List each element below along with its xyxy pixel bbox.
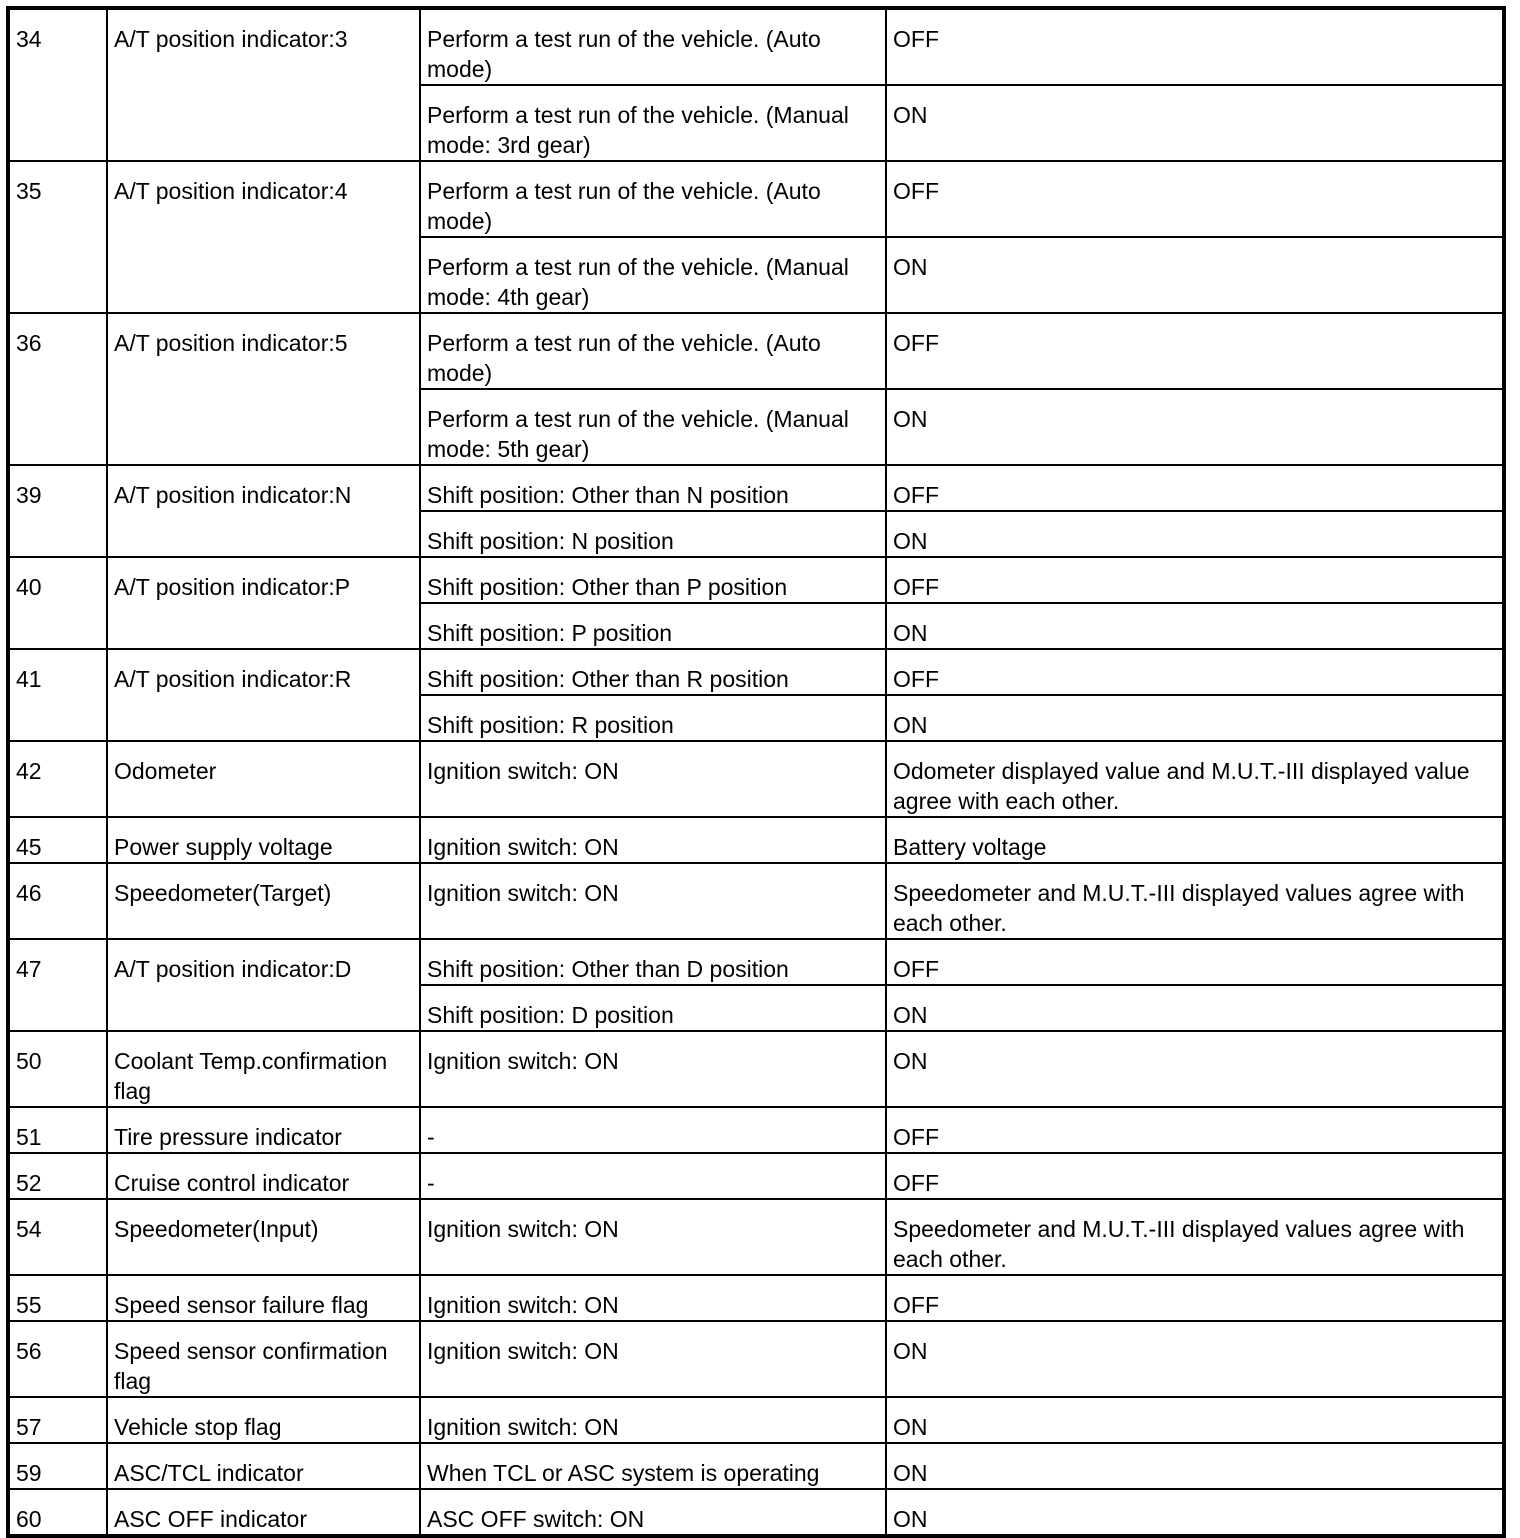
table-row [8,741,1504,817]
normal-condition-cell: OFF [886,1107,1504,1153]
normal-condition-cell: OFF [886,939,1504,985]
normal-condition-cell: Odometer displayed value and M.U.T.-III displayed value agree with each other. [886,741,1504,817]
normal-condition-cell: ON [886,985,1504,1031]
table-row [8,649,1504,695]
table-row [8,1107,1504,1153]
normal-condition-cell: OFF [886,161,1504,237]
table-row [8,1397,1504,1443]
normal-condition-cell: OFF [886,557,1504,603]
table-row [8,313,1504,389]
check-condition-cell: Ignition switch: ON [420,1321,886,1397]
check-condition-cell: Perform a test run of the vehicle. (Manual mode: 5th gear) [420,389,886,465]
normal-condition-cell: OFF [886,1275,1504,1321]
table-row [8,1489,1504,1536]
check-item-cell: A/T position indicator:3 [107,8,420,161]
normal-condition-cell: ON [886,389,1504,465]
check-condition-cell: - [420,1107,886,1153]
item-number-cell: 35 [8,161,107,313]
check-condition-cell: Perform a test run of the vehicle. (Manual mode: 4th gear) [420,237,886,313]
check-item-cell: Cruise control indicator [107,1153,420,1199]
table-row [8,1321,1504,1397]
normal-condition-cell: OFF [886,649,1504,695]
check-condition-cell: Shift position: Other than N position [420,465,886,511]
item-number-cell: 59 [8,1443,107,1489]
check-condition-cell: Ignition switch: ON [420,741,886,817]
check-condition-cell: Shift position: Other than P position [420,557,886,603]
check-item-cell: Coolant Temp.confirmation flag [107,1031,420,1107]
item-number-cell: 54 [8,1199,107,1275]
normal-condition-cell: ON [886,1321,1504,1397]
check-item-cell: A/T position indicator:R [107,649,420,741]
check-item-cell: Speed sensor confirmation flag [107,1321,420,1397]
item-number-cell: 41 [8,649,107,741]
check-condition-cell: Shift position: N position [420,511,886,557]
normal-condition-cell: OFF [886,8,1504,85]
item-number-cell: 42 [8,741,107,817]
service-data-table [6,6,1506,1538]
check-item-cell: Vehicle stop flag [107,1397,420,1443]
table-row [8,557,1504,603]
item-number-cell: 46 [8,863,107,939]
check-condition-cell: Shift position: Other than D position [420,939,886,985]
normal-condition-cell: Speedometer and M.U.T.-III displayed values agree with each other. [886,863,1504,939]
table-row [8,1199,1504,1275]
table-row [8,465,1504,511]
item-number-cell: 60 [8,1489,107,1536]
item-number-cell: 36 [8,313,107,465]
check-item-cell: A/T position indicator:P [107,557,420,649]
item-number-cell: 52 [8,1153,107,1199]
check-item-cell: A/T position indicator:4 [107,161,420,313]
check-item-cell: A/T position indicator:N [107,465,420,557]
check-condition-cell: Shift position: D position [420,985,886,1031]
check-condition-cell: Ignition switch: ON [420,1275,886,1321]
normal-condition-cell: ON [886,85,1504,161]
item-number-cell: 47 [8,939,107,1031]
check-item-cell: Tire pressure indicator [107,1107,420,1153]
check-condition-cell: Ignition switch: ON [420,1397,886,1443]
normal-condition-cell: Speedometer and M.U.T.-III displayed values agree with each other. [886,1199,1504,1275]
item-number-cell: 55 [8,1275,107,1321]
normal-condition-cell: OFF [886,1153,1504,1199]
item-number-cell: 39 [8,465,107,557]
item-number-cell: 56 [8,1321,107,1397]
normal-condition-cell: ON [886,1489,1504,1536]
normal-condition-cell: OFF [886,313,1504,389]
normal-condition-cell: ON [886,603,1504,649]
table-row [8,817,1504,863]
item-number-cell: 40 [8,557,107,649]
normal-condition-cell: OFF [886,465,1504,511]
check-condition-cell: Perform a test run of the vehicle. (Auto mode) [420,8,886,85]
normal-condition-cell: ON [886,1397,1504,1443]
item-number-cell: 57 [8,1397,107,1443]
check-condition-cell: Ignition switch: ON [420,817,886,863]
normal-condition-cell: ON [886,237,1504,313]
check-condition-cell: Perform a test run of the vehicle. (Manual mode: 3rd gear) [420,85,886,161]
table-row [8,8,1504,85]
table-row [8,863,1504,939]
normal-condition-cell: Battery voltage [886,817,1504,863]
check-item-cell: Power supply voltage [107,817,420,863]
item-number-cell: 51 [8,1107,107,1153]
check-item-cell: ASC/TCL indicator [107,1443,420,1489]
normal-condition-cell: ON [886,1031,1504,1107]
check-item-cell: Speedometer(Input) [107,1199,420,1275]
check-condition-cell: - [420,1153,886,1199]
check-condition-cell: Shift position: Other than R position [420,649,886,695]
table-row [8,1031,1504,1107]
check-condition-cell: Perform a test run of the vehicle. (Auto mode) [420,313,886,389]
table-row [8,1443,1504,1489]
item-number-cell: 45 [8,817,107,863]
normal-condition-cell: ON [886,1443,1504,1489]
item-number-cell: 34 [8,8,107,161]
check-condition-cell: When TCL or ASC system is operating [420,1443,886,1489]
check-item-cell: A/T position indicator:5 [107,313,420,465]
normal-condition-cell: ON [886,695,1504,741]
check-condition-cell: Ignition switch: ON [420,1031,886,1107]
check-condition-cell: Shift position: P position [420,603,886,649]
check-item-cell: Speed sensor failure flag [107,1275,420,1321]
check-condition-cell: Shift position: R position [420,695,886,741]
check-condition-cell: Ignition switch: ON [420,1199,886,1275]
service-data-table-body [8,8,1504,1536]
check-condition-cell: Perform a test run of the vehicle. (Auto mode) [420,161,886,237]
table-row [8,1153,1504,1199]
check-condition-cell: Ignition switch: ON [420,863,886,939]
item-number-cell: 50 [8,1031,107,1107]
check-condition-cell: ASC OFF switch: ON [420,1489,886,1536]
check-item-cell: A/T position indicator:D [107,939,420,1031]
table-row [8,161,1504,237]
table-row [8,1275,1504,1321]
check-item-cell: ASC OFF indicator [107,1489,420,1536]
check-item-cell: Odometer [107,741,420,817]
check-item-cell: Speedometer(Target) [107,863,420,939]
normal-condition-cell: ON [886,511,1504,557]
table-row [8,939,1504,985]
